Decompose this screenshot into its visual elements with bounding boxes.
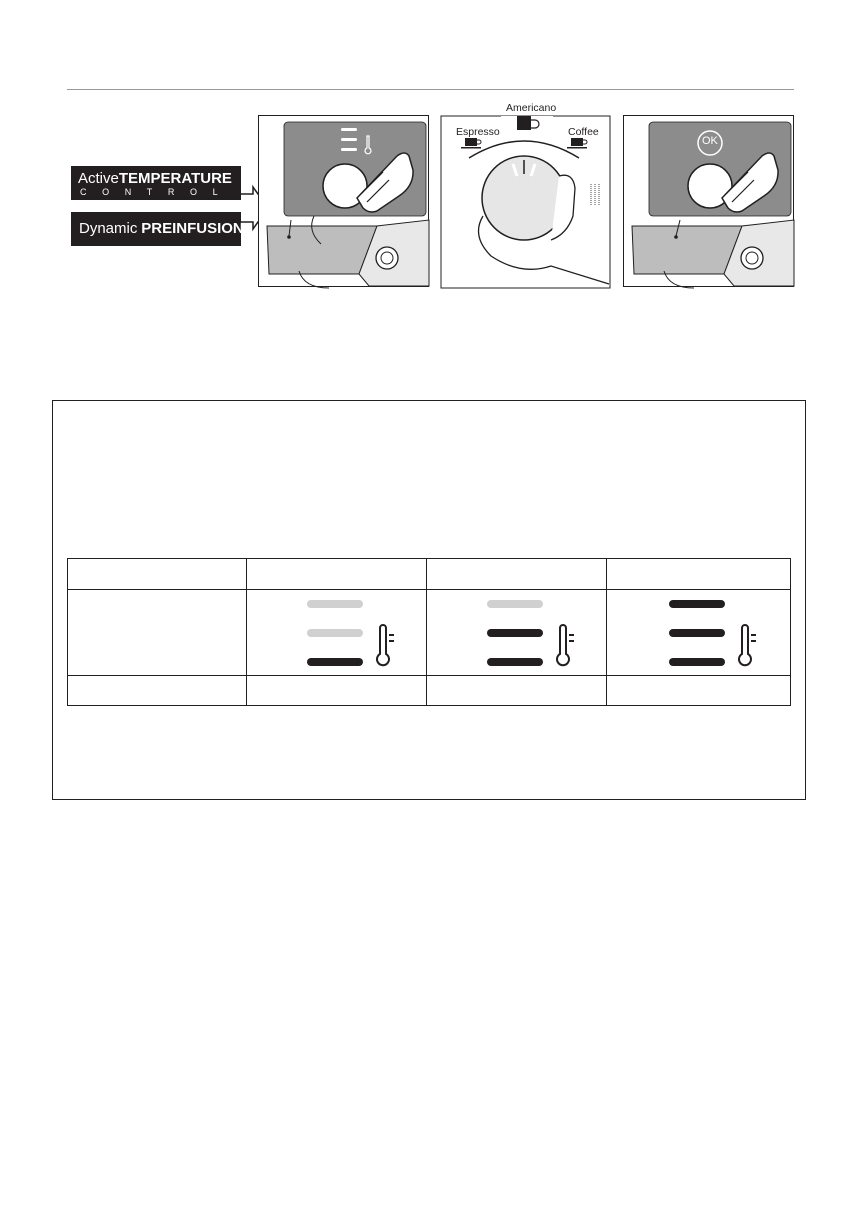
ok-button-label: OK [702,135,718,147]
level-bar-on [669,658,725,666]
level-bar-off [307,600,363,608]
table-cell [247,559,427,590]
table-cell [607,676,791,706]
table-cell [607,590,791,676]
table-cell [68,559,247,590]
level-bar-on [487,629,543,637]
level-bar-off [307,629,363,637]
table-cell [247,676,427,706]
panel-beverage-dial [440,102,609,287]
table-footer-row [68,676,791,706]
badge-atc-subtext: CONTROL [80,187,234,197]
badge-dp-bold-text: PREINFUSION [141,220,244,237]
machine-illustration [259,116,430,288]
dial-label-espresso: Espresso [456,126,500,138]
table-icon-row [68,590,791,676]
badge-atc-light-text: Active [78,170,119,187]
temperature-level-icon [639,594,759,672]
level-bar-on [487,658,543,666]
table-cell [68,590,247,676]
temperature-level-icon [277,594,397,672]
panel-ok-button [623,115,794,287]
thermometer-icon [377,625,394,665]
active-temperature-control-badge [71,166,241,200]
level-bar-on [307,658,363,666]
dial-label-americano: Americano [506,102,557,114]
thermometer-icon [557,625,574,665]
header-rule [67,89,794,90]
thermometer-icon [739,625,756,665]
table-cell [68,676,247,706]
level-bar-off [487,600,543,608]
table-cell [607,559,791,590]
table-cell [427,590,607,676]
table-header-row [68,559,791,590]
dial-illustration [441,116,610,288]
badge-dp-light-text: Dynamic [79,220,138,237]
table-cell [427,559,607,590]
dynamic-preinfusion-badge [71,212,244,246]
panel-temperature-button [258,115,429,287]
table-cell [247,590,427,676]
temperature-level-icon [457,594,577,672]
table-cell [427,676,607,706]
level-bar-on [669,629,725,637]
badge-atc-bold-text: TEMPERATURE [118,170,232,187]
level-bar-on [669,600,725,608]
temperature-levels-table [67,558,791,706]
dial-label-coffee: Coffee [568,126,599,138]
